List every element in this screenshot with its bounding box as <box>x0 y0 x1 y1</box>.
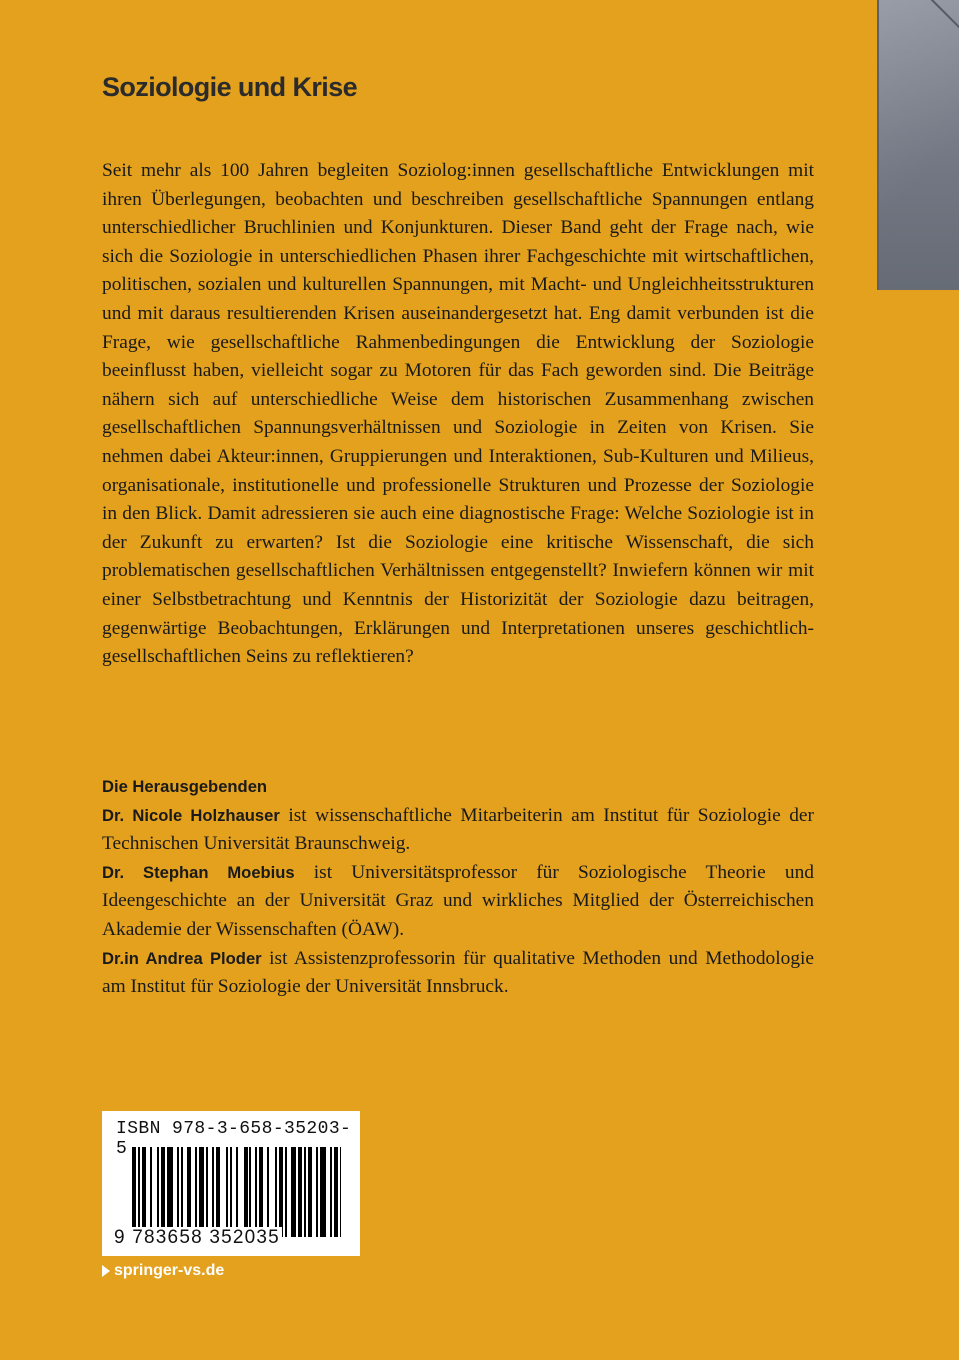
blurb-text: Seit mehr als 100 Jahren begleiten Soziolog:innen gesellschaftliche Entwicklungen mit ihren Überlegungen, beobachten und beschreiben gesellschaftliche Spannungen entlang unterschiedlicher Bruchlinien und Konjunkturen. Dieser Band geht der Frage nach, wie sich die Soziologie in unterschiedlichen Phasen ihrer Fachgeschichte mit wirtschaftlichen, politischen, sozialen und kulturellen Spannungen, mit Macht- und Ungleichheitsstrukturen und mit daraus resultierenden Krisen auseinandergesetzt hat. Eng damit verbunden ist die Frage, wie gesellschaftliche Rahmenbedingungen die Entwicklung der Soziologie beeinflusst haben, vielleicht sogar zu Motoren für das Fach geworden sind. Die Beiträge nähern sich auf unterschiedliche Weise dem historischen Zusammenhang zwischen gesellschaftlichen Spannungsverhältnissen und Soziologie in Zeiten von Krisen. Sie nehmen dabei Akteur:innen, Gruppierungen und Interaktionen, Sub-Kulturen und Milieus, organisationale, institutionelle und professionelle Strukturen und Prozesse der Soziologie in den Blick. Damit adressieren sie auch eine diagnostische Frage: Welche Soziologie ist in der Zukunft zu erwarten? Ist die Soziologie eine kritische Wissenschaft, die sich problematischen gesellschaftlichen Verhältnissen entgegenstellt? Inwiefern können wir mit einer Selbstbetrachtung und Kenntnis der Historizität der Soziologie dazu beitragen, gegenwärtige Beobachtungen, Erklärungen und Interpretationen unseres geschichtlich-gesellschaftlichen Seins zu reflektieren? <box>102 160 814 668</box>
arrow-right-icon <box>102 1265 110 1277</box>
barcode-bar <box>341 1147 345 1237</box>
editor-name: Dr. Stephan Moebius <box>102 862 295 882</box>
isbn-barcode <box>102 1111 360 1256</box>
editors-heading: Die Herausgebenden <box>102 777 268 796</box>
barcode-bars <box>132 1147 346 1237</box>
corner-graphic <box>877 0 959 290</box>
publisher-website[interactable] <box>102 1262 224 1280</box>
editor-entry <box>102 859 814 945</box>
editor-description: ist Assistenzprofessorin für qualitative Methoden und Methodologie am Institut für Soziologie der Universität Innsbruck. <box>102 947 815 998</box>
editor-entry <box>102 945 814 1002</box>
editor-description: ist wissenschaftliche Mitarbeiterin am Institut für Soziologie der Technischen Universität Braunschweig. <box>102 804 814 855</box>
editor-entry <box>102 802 814 859</box>
barcode-digits: 9 783658 352035 <box>114 1227 280 1248</box>
editor-description: ist Universitätsprofessor für Soziologische Theorie und Ideengeschichte an der Universität Graz und wirkliches Mitglied der Österreichischen Akademie der Wissenschaften (ÖAW). <box>102 861 814 940</box>
editor-name: Dr.in Andrea Ploder <box>102 948 262 968</box>
editors-section <box>102 773 814 1002</box>
isbn-label: ISBN 978-3-658-35203-5 <box>116 1119 352 1159</box>
book-title: Soziologie und Krise <box>102 72 358 102</box>
website-link[interactable]: springer-vs.de <box>114 1262 225 1279</box>
editor-name: Dr. Nicole Holzhauser <box>102 805 280 825</box>
corner-gloss <box>879 0 959 290</box>
